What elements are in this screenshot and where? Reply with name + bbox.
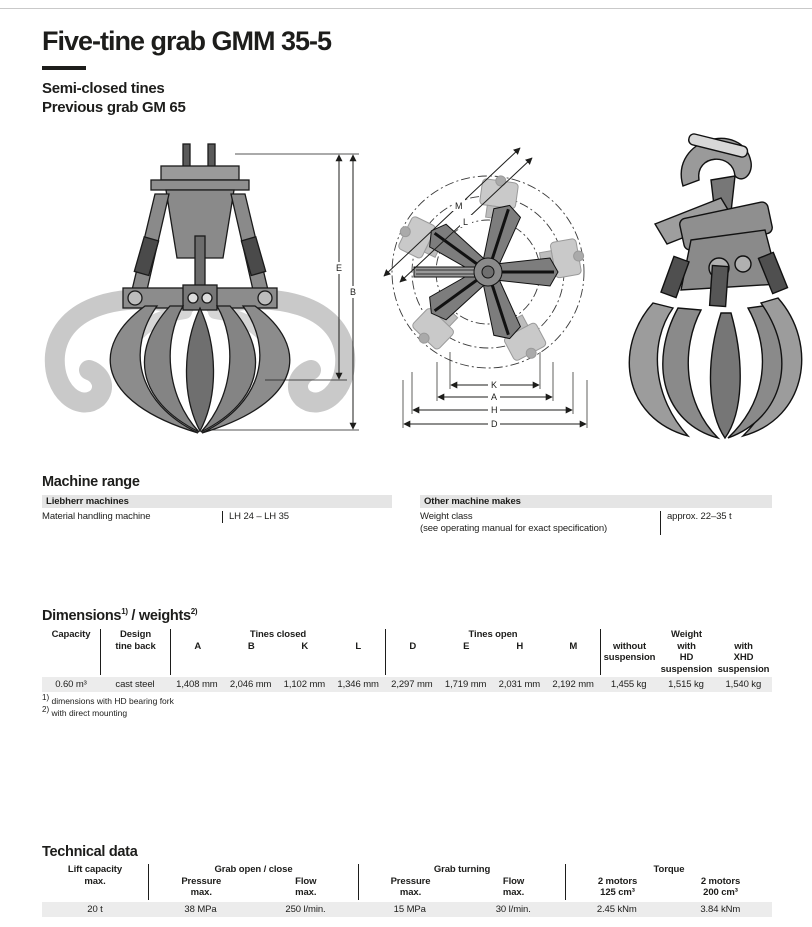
group-torque: Torque 2 motors 125 cm³ 2 motors 200 cm³ — [565, 864, 772, 900]
title-underline — [42, 66, 86, 70]
other-machines-table — [420, 495, 772, 535]
technical-data-heading: Technical data — [42, 844, 138, 860]
technical-data-table — [42, 864, 772, 917]
col-weight-without: without suspension — [603, 640, 656, 663]
dim-label-B: B — [350, 287, 357, 297]
dim-label-E: E — [336, 263, 343, 273]
grab-top-view-drawing — [372, 146, 602, 438]
technical-data-row: 20 t 38 MPa 250 l/min. 15 MPa 30 l/min. 2.45 kNm 3.84 kNm — [42, 902, 772, 917]
liebherr-machines-header: Liebherr machines — [42, 495, 392, 508]
dimensions-table-header — [42, 629, 772, 675]
footnote-2: $^{2)}$ with direct mounting — [42, 704, 128, 718]
dim-label-L: L — [463, 217, 469, 227]
group-grab-turning: Grab turning Pressure max. Flow max. — [358, 864, 565, 900]
table-row — [420, 508, 772, 535]
group-tines-open: Tines open D E H M — [385, 629, 600, 675]
dim-label-D: D — [491, 419, 498, 429]
machine-range-heading: Machine range — [42, 474, 140, 490]
col-turn-flow: Flow max. — [502, 875, 525, 898]
group-weight: Weight without suspension with HD suspension with XHD suspension — [600, 629, 772, 675]
rotator-head — [655, 198, 788, 307]
machine-type-value: LH 24 – LH 35 — [222, 511, 289, 523]
grab-side-view-drawing — [35, 140, 365, 448]
dim-label-A: A — [491, 392, 498, 402]
dimension-lines-bottom — [403, 352, 587, 429]
weight-class-value: approx. 22–35 t — [660, 511, 732, 535]
col-lift-capacity: Lift capacity max. — [67, 864, 123, 887]
col-torque-125: 2 motors 125 cm³ — [597, 875, 638, 898]
other-machines-header: Other machine makes — [420, 495, 772, 508]
dim-label-H: H — [491, 405, 498, 415]
col-weight-hd: with HD suspension — [660, 640, 713, 675]
subtitle — [42, 79, 186, 117]
group-tines-closed: Tines closed A B K L — [170, 629, 385, 675]
col-oc-flow: Flow max. — [295, 875, 317, 898]
liebherr-machines-table — [42, 495, 392, 523]
table-row — [42, 508, 392, 523]
col-turn-pressure: Pressure max. — [390, 875, 431, 898]
col-capacity: Capacity — [51, 629, 91, 640]
col-weight-xhd: with XHD suspension — [717, 640, 770, 675]
col-oc-pressure: Pressure max. — [181, 875, 222, 898]
perspective-tines — [629, 298, 801, 438]
dimensions-heading: Dimensions$^{1)}$ / weights$^{2)}$ — [42, 607, 198, 624]
col-design: Design tine back — [100, 629, 170, 675]
subtitle-line1: Semi-closed tines — [42, 80, 165, 97]
dim-label-K: K — [491, 380, 498, 390]
technical-table-header — [42, 864, 772, 900]
top-rule — [0, 8, 812, 9]
dimensions-table — [42, 629, 772, 692]
grab-perspective-drawing — [593, 118, 808, 450]
footnotes — [42, 693, 174, 719]
col-torque-200: 2 motors 200 cm³ — [700, 875, 741, 898]
grab-body — [110, 144, 290, 433]
weight-class-label: Weight class (see operating manual for exact specification) — [420, 511, 608, 534]
footnote-1: $^{1)}$ dimensions with HD bearing fork — [42, 693, 174, 706]
dimensions-data-row: 0.60 m³ cast steel 1,408 mm 2,046 mm 1,102 mm 1,346 mm 2,297 mm 1,719 mm 2,031 mm 2,192 mm 1,455 kg 1,515 kg 1,540 kg — [42, 677, 772, 692]
machine-type-label: Material handling machine — [42, 511, 151, 522]
group-grab-open-close: Grab open / close Pressure max. Flow max. — [148, 864, 358, 900]
subtitle-line2: Previous grab GM 65 — [42, 99, 186, 116]
dim-label-M: M — [455, 201, 463, 211]
page-title: Five-tine grab GMM 35-5 — [42, 26, 332, 56]
